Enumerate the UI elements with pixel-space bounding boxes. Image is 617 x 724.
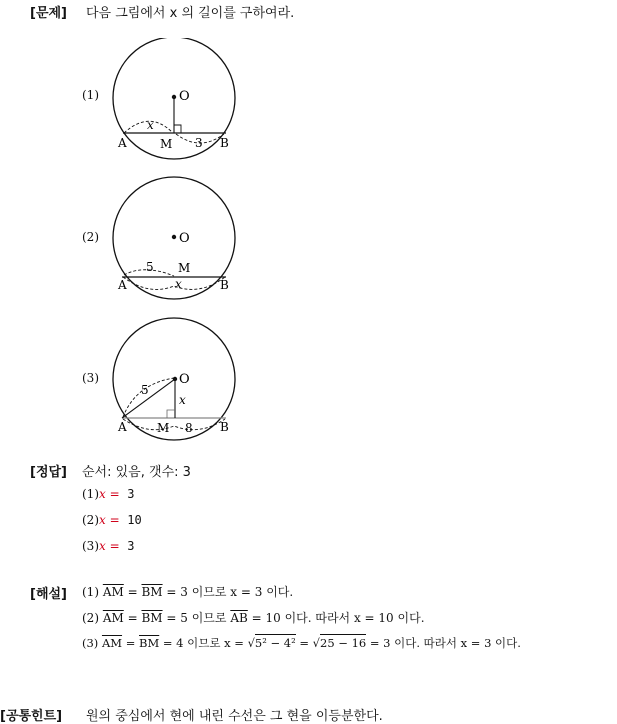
radicand-2: 25 − 16: [320, 636, 367, 650]
answer-label: [정답]: [30, 465, 67, 480]
label-length: 3: [195, 136, 203, 150]
segment-bm: $\overline{BM}$: [141, 611, 163, 625]
figure-1-number: (1): [82, 88, 99, 102]
segment-am: $\overline{AM}$: [101, 636, 123, 650]
label-o: O: [179, 231, 190, 246]
label-x: x: [147, 118, 154, 132]
label-b: B: [220, 278, 229, 292]
right-angle-mark: [167, 410, 175, 418]
answer-meta: 순서: 있음, 갯수: 3: [82, 465, 191, 480]
hint-text: 원의 중심에서 현에 내린 수선은 그 현을 이등분한다.: [86, 709, 383, 724]
line-rest: = 3 이다. 따라서 x = 3 이다.: [366, 636, 521, 650]
center-point: [172, 95, 176, 99]
label-x: x: [179, 393, 186, 407]
explanation-line-1: [82, 583, 293, 600]
explanation-label: [해설]: [30, 587, 67, 602]
answer-variable: x =: [99, 539, 120, 553]
figure-1-diagram: [104, 38, 250, 163]
segment-ab: $\overline{AB}$: [230, 611, 248, 625]
label-length: 8: [185, 421, 193, 435]
label-x: x: [175, 277, 182, 291]
answer-value: 10: [127, 513, 142, 527]
label-m: M: [178, 261, 191, 275]
radicand-1: 5² − 4²: [254, 636, 296, 650]
label-b: B: [220, 136, 229, 150]
label-a: A: [118, 136, 127, 150]
line-pre: = 4 이므로 x = √: [159, 636, 255, 650]
answer-value: 3: [127, 539, 135, 553]
segment-bm: $\overline{BM}$: [139, 636, 160, 650]
answer-variable: x =: [99, 487, 120, 501]
right-angle-mark: [174, 125, 181, 133]
segment-am: $\overline{AM}$: [102, 585, 124, 599]
answer-item-1: [82, 487, 135, 501]
equals: =: [123, 585, 142, 599]
answer-variable: x =: [99, 513, 120, 527]
label-radius: 5: [141, 383, 149, 397]
figure-2-number: (2): [82, 230, 99, 244]
line-number: (3): [82, 636, 99, 650]
equals-root: = √: [295, 636, 320, 650]
line-number: (1): [82, 585, 99, 599]
equals: =: [122, 636, 139, 650]
explanation-line-3: [82, 635, 521, 651]
line-rest: = 10 이다. 따라서 x = 10 이다.: [247, 611, 425, 625]
center-point: [173, 377, 177, 381]
line-rest: = 3 이므로 x = 3 이다.: [162, 585, 294, 599]
figure-3-number: (3): [82, 371, 99, 385]
line-mid: = 5 이므로: [162, 611, 231, 625]
answer-number: (2): [82, 513, 99, 527]
label-m: M: [160, 137, 173, 151]
answer-number: (3): [82, 539, 99, 553]
label-m: M: [157, 421, 170, 435]
label-o: O: [179, 89, 190, 104]
figure-2-diagram: [104, 176, 250, 301]
segment-bm: $\overline{BM}$: [141, 585, 163, 599]
answer-number: (1): [82, 487, 99, 501]
label-b: B: [220, 420, 229, 434]
line-number: (2): [82, 611, 99, 625]
segment-am: $\overline{AM}$: [102, 611, 124, 625]
hint-label: [공통힌트]: [0, 709, 63, 724]
label-length: 5: [146, 260, 154, 274]
center-point: [172, 235, 176, 239]
answer-item-2: [82, 513, 142, 527]
problem-label: [문제]: [30, 6, 67, 21]
explanation-line-2: [82, 609, 425, 626]
answer-value: 3: [127, 487, 135, 501]
label-o: O: [179, 372, 190, 387]
answer-item-3: [82, 539, 135, 553]
figure-3-diagram: [104, 316, 250, 441]
equals: =: [123, 611, 142, 625]
label-a: A: [118, 278, 127, 292]
label-a: A: [118, 420, 127, 434]
problem-text: 다음 그림에서 x 의 길이를 구하여라.: [86, 6, 295, 21]
